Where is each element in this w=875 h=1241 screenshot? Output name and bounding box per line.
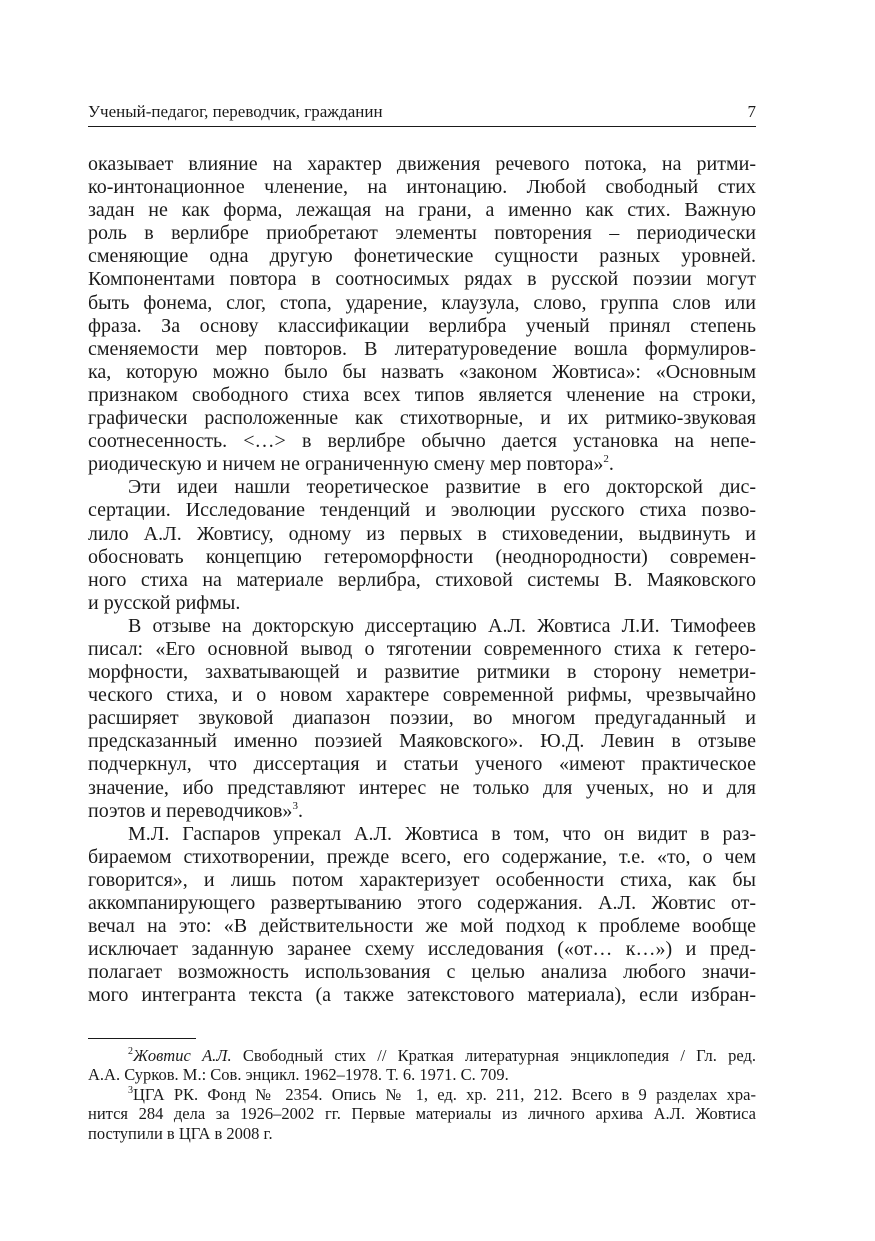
footnote-text: нится 284 дела за 1926–2002 гг. Первые материалы из личного архива А.Л. Жовтиса: [88, 1104, 756, 1124]
running-title: Ученый-педагог, переводчик, гражданин: [88, 102, 383, 121]
page-number: 7: [747, 102, 756, 121]
footnote-2: [88, 1046, 756, 1065]
paragraph-2: [88, 476, 756, 615]
text-line: графически расположенные как стихотворные, и их ритмико-звуковая: [88, 407, 756, 430]
text-line: бираемом стихотворении, прежде всего, его содержание, т.е. «то, о чем: [88, 845, 756, 868]
footnote-text: А.А. Сурков. М.: Сов. энцикл. 1962–1978. Т. 6. 1971. С. 709.: [88, 1065, 509, 1085]
paragraph-1: [88, 153, 756, 476]
text-line: полагает возможность использования с целью анализа любого значи-: [88, 961, 756, 984]
footnote-text: ЦГА РК. Фонд № 2354. Опись № 1, ед. хр. 211, 212. Всего в 9 разделах хра-: [133, 1084, 756, 1104]
text-line: говорится», и лишь потом характеризует особенности стиха, как бы: [88, 868, 756, 891]
text-line: расширяет звуковой диапазон поэзии, во многом предугаданный и: [88, 707, 756, 730]
footnote-text: поступили в ЦГА в 2008 г.: [88, 1123, 273, 1143]
footnote-marker: 3: [128, 1084, 133, 1096]
running-header: [88, 101, 756, 127]
text-line: В отзыве на докторскую диссертацию А.Л. Жовтиса Л.И. Тимофеев: [128, 614, 756, 637]
text-line: сменяющие одна другую фонетические сущности разных уровней.: [88, 245, 756, 268]
text-line: сменяемости мер повторов. В литературоведение вошла формулиров-: [88, 337, 756, 360]
paragraph-3: [88, 615, 756, 823]
text-line: М.Л. Гаспаров упрекал А.Л. Жовтиса в том, что он видит в раз-: [128, 822, 756, 845]
text-line: риодическую и ничем не ограниченную смену мер повтора»$^2$.: [88, 453, 614, 476]
text-line: быть фонема, слог, стопа, ударение, клаузула, слово, группа слов или: [88, 291, 756, 314]
text-line: писал: «Его основной вывод о тяготении современного стиха к гетеро-: [88, 637, 756, 660]
text-line: подчеркнул, что диссертация и статьи ученого «имеют практическое: [88, 753, 756, 776]
text-line: сертации. Исследование тенденций и эволюции русского стиха позво-: [88, 499, 756, 522]
text-line: исключает заданную заранее схему исследования («от… к…») и пред-: [88, 938, 756, 961]
text-line: значение, ибо представляют интерес не только для ученых, но и для: [88, 776, 756, 799]
text-line: обосновать концепцию гетероморфности (неоднородности) современ-: [88, 545, 756, 568]
footnote-3: [88, 1085, 756, 1104]
text-fragment: поэтов и переводчиков»: [88, 799, 293, 822]
text-line: поэтов и переводчиков»$^3$.: [88, 799, 303, 822]
footnote-ref-3[interactable]: 3: [292, 799, 298, 812]
text-line: Компонентами повтора в соотносимых рядах в русской поэзии могут: [88, 268, 756, 291]
text-line: оказывает влияние на характер движения речевого потока, на ритми-: [88, 153, 756, 175]
text-line: аккомпанирующего развертыванию этого содержания. А.Л. Жовтис от-: [88, 892, 756, 914]
text-line: морфности, захватывающей и развитие ритмики в сторону неметри-: [88, 661, 756, 684]
paragraph-4: [88, 823, 756, 1008]
text-line: ка, которую можно было бы назвать «законом Жовтиса»: «Основным: [88, 360, 756, 383]
text-line: Эти идеи нашли теоретическое развитие в его докторской дис-: [128, 476, 756, 499]
text-fragment: риодическую и ничем не ограниченную смену мер повтора»: [88, 453, 604, 476]
text-line: мого интегранта текста (а также затекстового материала), если избран-: [88, 984, 756, 1007]
footnote-ref-2[interactable]: 2: [603, 453, 609, 466]
text-line: соотнесенность. <…> в верлибре обычно дается установка на непе-: [88, 430, 756, 453]
text-line: задан не как форма, лежащая на грани, а именно как стих. Важную: [88, 199, 756, 222]
footnote-marker: 2: [128, 1046, 133, 1057]
text-line: роль в верлибре приобретают элементы повторения – периодически: [88, 222, 756, 245]
text-line: фраза. За основу классификации верлибра ученый принял степень: [88, 314, 756, 337]
text-line: и русской рифмы.: [88, 591, 241, 614]
text-line: ко-интонационное членение, на интонацию. Любой свободный стих: [88, 176, 756, 199]
text-line: ного стиха на материале верлибра, стиховой системы В. Маяковского: [88, 568, 756, 591]
footnote-separator: [88, 1038, 196, 1039]
text-line: вечал на это: «В действительности же мой подход к проблеме вообще: [88, 915, 756, 938]
footnote-author: Жовтис А.Л.: [133, 1046, 232, 1065]
text-line: ческого стиха, и о новом характере современной рифмы, чрезвычайно: [88, 684, 756, 707]
footnote-text: Свободный стих // Краткая литературная энциклопедия / Гл. ред.: [231, 1046, 756, 1065]
text-line: признаком свободного стиха всех типов является членение на строки,: [88, 383, 756, 406]
main-text: [88, 153, 756, 1007]
text-line: лило А.Л. Жовтису, одному из первых в стиховедении, выдвинуть и: [88, 522, 756, 545]
text-line: предсказанный именно поэзией Маяковского». Ю.Д. Левин в отзыве: [88, 730, 756, 753]
footnotes: [88, 1046, 756, 1143]
